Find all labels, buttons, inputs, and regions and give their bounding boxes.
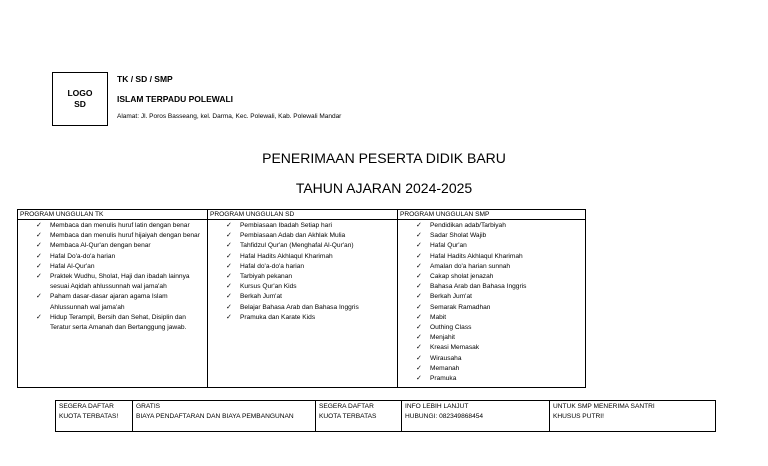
list-item [400, 364, 583, 374]
check-icon: ✓ [226, 293, 232, 301]
logo-text-2: SD [74, 99, 86, 109]
list-item-text: Hafal Do'a-do'a harian [50, 252, 116, 260]
list-item [400, 354, 583, 364]
footer-text: BIAYA PENDAFTARAN DAN BIAYA PEMBANGUNAN [136, 413, 294, 420]
list-item [400, 241, 583, 251]
check-icon: ✓ [416, 252, 422, 260]
list-item [210, 282, 395, 292]
list-item-text: Pembiasaan Adab dan Akhlak Mulia [240, 232, 346, 240]
list-item-text: Bahasa Arab dan Bahasa Inggris [430, 283, 527, 291]
check-icon: ✓ [226, 232, 232, 240]
page-title: PENERIMAAN PESERTA DIDIK BARU [262, 150, 506, 166]
program-list-smp [400, 221, 583, 384]
check-icon: ✓ [36, 273, 42, 281]
list-item-text: Amalan do'a harian sunnah [430, 262, 511, 270]
check-icon: ✓ [416, 364, 422, 372]
check-icon: ✓ [416, 293, 422, 301]
check-icon: ✓ [226, 283, 232, 291]
list-item-text: Hidup Terampil, Bersih dan Sehat, Disiplin dan Teratur serta Amanah dan Bertanggung jawab. [50, 313, 187, 332]
list-item [20, 252, 205, 262]
check-icon: ✓ [36, 232, 42, 240]
school-name: ISLAM TERPADU POLEWALI [117, 94, 234, 104]
page-subtitle: TAHUN AJARAN 2024-2025 [295, 180, 473, 196]
list-item-text: Pramuka dan Karate Kids [240, 313, 316, 321]
list-item [20, 221, 205, 231]
list-item [400, 221, 583, 231]
list-item-text: Wirausaha [430, 354, 462, 362]
check-icon: ✓ [226, 273, 232, 281]
check-icon: ✓ [226, 222, 232, 229]
list-item [400, 374, 583, 384]
list-item-text: Membaca dan menulis huruf latin dengan benar [50, 222, 190, 229]
program-header-sd: PROGRAM UNGGULAN SD [208, 210, 398, 220]
school-address: Alamat: Jl. Poros Basseang, kel. Darma, Kec. Polewali, Kab. Polewali Mandar [117, 113, 342, 120]
program-cell-sd [208, 220, 398, 388]
list-item-text: Hafal Hadits Akhlaqul Kharimah [240, 252, 333, 260]
check-icon: ✓ [226, 262, 232, 270]
check-icon: ✓ [416, 375, 422, 383]
list-item [210, 252, 395, 262]
list-item-text: Berkah Jum'at [240, 293, 282, 301]
check-icon: ✓ [226, 303, 232, 311]
list-item [210, 262, 395, 272]
footer-text: SEGERA DAFTAR [59, 403, 114, 410]
list-item-text: Membaca dan menulis huruf hijaiyah dengan benar [50, 232, 200, 240]
check-icon: ✓ [416, 242, 422, 250]
list-item [400, 282, 583, 292]
footer-text: KHUSUS PUTRI! [553, 413, 604, 420]
list-item [210, 272, 395, 282]
check-icon: ✓ [36, 222, 42, 229]
list-item-text: Hafal Qur'an [430, 242, 467, 250]
footer-cell-daftar-1 [56, 401, 133, 432]
list-item-text: Hafal Al-Qur'an [50, 262, 95, 270]
list-item-text: Cakap sholat jenazah [430, 273, 494, 281]
list-item [400, 231, 583, 241]
list-item-text: Tahfidzul Qur'an (Menghafal Al-Qur'an) [240, 242, 354, 250]
program-cell-smp [398, 220, 586, 388]
list-item [400, 262, 583, 272]
list-item [210, 303, 395, 313]
list-item [400, 272, 583, 282]
list-item-text: Mabit [430, 313, 447, 321]
footer-text: KUOTA TERBATAS [319, 413, 377, 420]
check-icon: ✓ [36, 313, 42, 321]
footer-text: SEGERA DAFTAR [319, 403, 374, 410]
programs-table [17, 209, 586, 388]
logo-text-1: LOGO [67, 88, 93, 98]
check-icon: ✓ [226, 252, 232, 260]
footer-text: KUOTA TERBATAS! [59, 413, 119, 420]
footer-cell-info [402, 401, 550, 432]
check-icon: ✓ [226, 313, 232, 321]
check-icon: ✓ [416, 222, 422, 229]
list-item [20, 272, 205, 292]
list-item-text: Hafal Hadits Akhlaqul Kharimah [430, 252, 523, 260]
list-item [400, 303, 583, 313]
footer-cell-gratis [133, 401, 316, 432]
list-item-text: Paham dasar-dasar ajaran agama Islam Ahlussunnah wal jama'ah [50, 293, 168, 311]
list-item-text: Pembiasaan Ibadah Setiap hari [240, 222, 333, 229]
check-icon: ✓ [416, 324, 422, 332]
program-header-smp: PROGRAM UNGGULAN SMP [398, 210, 586, 220]
list-item [400, 333, 583, 343]
check-icon: ✓ [416, 354, 422, 362]
list-item-text: Memanah [430, 364, 460, 372]
list-item [20, 231, 205, 241]
list-item [210, 221, 395, 231]
list-item [20, 292, 205, 312]
footer-cell-smp-putri [550, 401, 716, 432]
list-item [20, 262, 205, 272]
school-level: TK / SD / SMP [117, 74, 173, 84]
list-item [400, 323, 583, 333]
footer-cell-daftar-2 [316, 401, 402, 432]
list-item [210, 231, 395, 241]
list-item-text: Menjahit [430, 334, 455, 342]
check-icon: ✓ [226, 242, 232, 250]
list-item-text: Hafal do'a-do'a harian [240, 262, 305, 270]
check-icon: ✓ [416, 344, 422, 352]
list-item-text: Praktek Wudhu, Sholat, Haji dan ibadah lainnya sesuai Aqidah ahlussunnah wal jama'ah [50, 273, 190, 291]
check-icon: ✓ [36, 293, 42, 301]
footer-text: GRATIS [136, 403, 161, 410]
footer-text: INFO LEBIH LANJUT [405, 403, 469, 410]
list-item-text: Kreasi Memasak [430, 344, 480, 352]
list-item-text: Semarak Ramadhan [430, 303, 491, 311]
footer-text: HUBUNGI: 082349868454 [405, 413, 484, 420]
check-icon: ✓ [416, 334, 422, 342]
logo-placeholder [52, 72, 108, 126]
check-icon: ✓ [36, 262, 42, 270]
list-item-text: Sadar Sholat Wajib [430, 232, 487, 240]
list-item-text: Belajar Bahasa Arab dan Bahasa Inggris [240, 303, 359, 311]
list-item-text: Pramuka [430, 375, 457, 383]
list-item [210, 292, 395, 302]
list-item-text: Berkah Jum'at [430, 293, 472, 301]
list-item-text: Pendidikan adab/Tarbiyah [430, 222, 506, 229]
footer-info-table [55, 400, 716, 432]
list-item [400, 252, 583, 262]
check-icon: ✓ [416, 313, 422, 321]
list-item [20, 241, 205, 251]
check-icon: ✓ [36, 252, 42, 260]
list-item [210, 313, 395, 323]
list-item [20, 313, 205, 333]
check-icon: ✓ [416, 303, 422, 311]
list-item [400, 343, 583, 353]
list-item [400, 313, 583, 323]
program-header-tk: PROGRAM UNGGULAN TK [18, 210, 208, 220]
check-icon: ✓ [416, 232, 422, 240]
list-item-text: Outhing Class [430, 324, 472, 332]
check-icon: ✓ [416, 283, 422, 291]
footer-text: UNTUK SMP MENERIMA SANTRI [553, 403, 655, 410]
program-cell-tk [18, 220, 208, 388]
list-item-text: Membaca Al-Qur'an dengan benar [50, 242, 151, 250]
list-item [210, 241, 395, 251]
program-list-sd [210, 221, 395, 323]
list-item-text: Kursus Qur'an Kids [240, 283, 297, 291]
list-item-text: Tarbiyah pekanan [240, 273, 293, 281]
list-item [400, 292, 583, 302]
program-list-tk [20, 221, 205, 333]
check-icon: ✓ [416, 273, 422, 281]
check-icon: ✓ [36, 242, 42, 250]
check-icon: ✓ [416, 262, 422, 270]
